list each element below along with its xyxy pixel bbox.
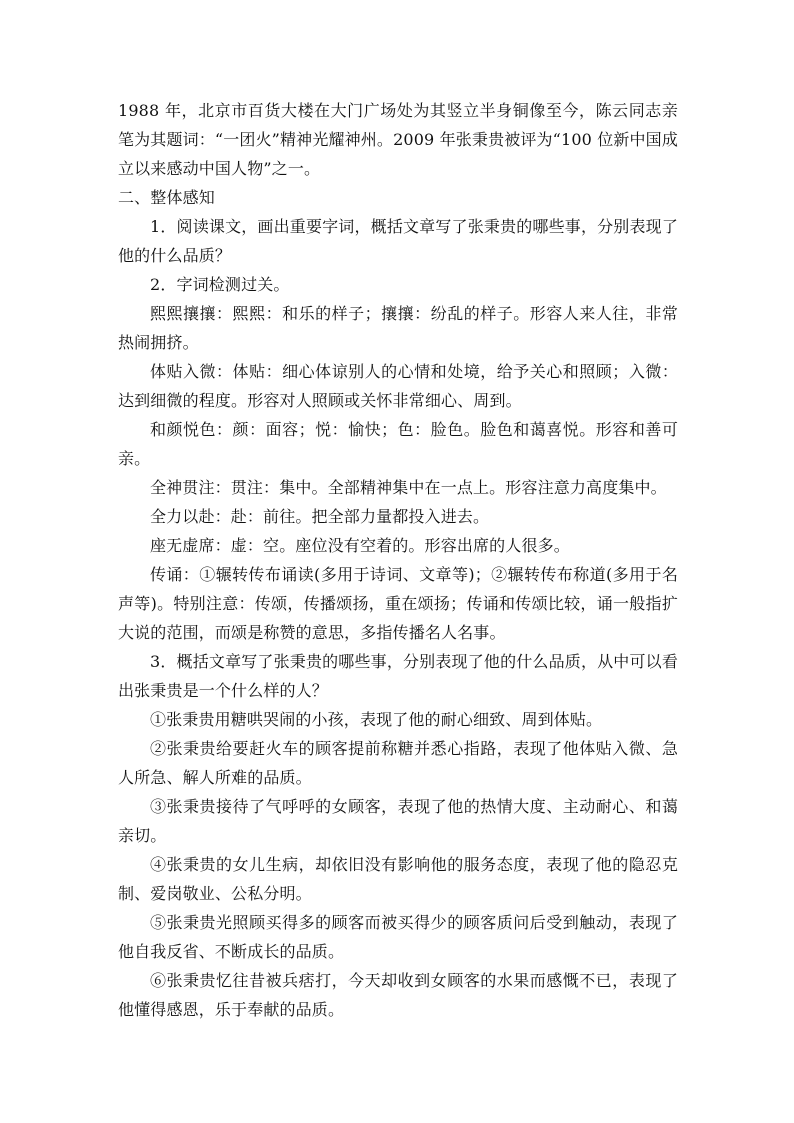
vocab-quanliyifu: 全力以赴：赴：前往。把全部力量都投入进去。 <box>150 507 490 526</box>
answer-item-1: ①张秉贵用糖哄哭闹的小孩，表现了他的耐心细致、周到体贴。 <box>150 710 603 729</box>
answer-item-2: ②张秉贵给要赶火车的顾客提前称糖并悉心指路，表现了他体贴入微、急人所急、解人所难的品质。 <box>118 739 678 787</box>
vocab-zuowuxuxi: 座无虚席：虚：空。座位没有空着的。形容出席的人很多。 <box>150 536 570 555</box>
vocab-heyanyuese: 和颜悦色：颜：面容；悦：愉快；色：脸色。脸色和蔼喜悦。形容和善可亲。 <box>118 420 678 468</box>
question-1: 1．阅读课文，画出重要字词，概括文章写了张秉贵的哪些事，分别表现了他的什么品质？ <box>118 217 678 265</box>
vocab-xixirangrang: 熙熙攘攘：熙熙：和乐的样子；攘攘：纷乱的样子。形容人来人往，非常热闹拥挤。 <box>118 304 678 352</box>
vocab-titierwei: 体贴入微：体贴：细心体谅别人的心情和处境，给予关心和照顾；入微：达到细微的程度。形容对人照顾或关怀非常细心、周到。 <box>118 362 678 410</box>
section-heading: 二、整体感知 <box>118 188 215 207</box>
answer-item-4: ④张秉贵的女儿生病，却依旧没有影响他的服务态度，表现了他的隐忍克制、爱岗敬业、公私分明。 <box>118 855 678 903</box>
vocab-chuansong: 传诵：①辗转传布诵读(多用于诗词、文章等)；②辗转传布称道(多用于名声等)。特别注意：传颂，传播颂扬，重在颂扬；传诵和传颂比较，诵一般指扩大说的范围，而颂是称赞的意思，多指传播名人名事。 <box>118 565 678 642</box>
question-3: 3．概括文章写了张秉贵的哪些事，分别表现了他的什么品质，从中可以看出张秉贵是一个什么样的人？ <box>118 652 678 700</box>
answer-item-6: ⑥张秉贵忆往昔被兵痞打，今天却收到女顾客的水果而感慨不已，表现了他懂得感恩，乐于奉献的品质。 <box>118 971 678 1019</box>
vocab-quanshenguanzhu: 全神贯注：贯注：集中。全部精神集中在一点上。形容注意力高度集中。 <box>150 478 667 497</box>
intro-paragraph: 1988 年，北京市百货大楼在大门广场处为其竖立半身铜像至今，陈云同志亲笔为其题词：“一团火”精神光耀神州。2009 年张秉贵被评为“100 位新中国成立以来感动中国人物”之一。 <box>118 101 678 178</box>
answer-item-3: ③张秉贵接待了气呼呼的女顾客，表现了他的热情大度、主动耐心、和蔼亲切。 <box>118 797 678 845</box>
question-2: 2．字词检测过关。 <box>150 275 290 294</box>
document-body <box>118 96 678 1024</box>
answer-item-5: ⑤张秉贵光照顾买得多的顾客而被买得少的顾客质问后受到触动，表现了他自我反省、不断成长的品质。 <box>118 913 678 961</box>
